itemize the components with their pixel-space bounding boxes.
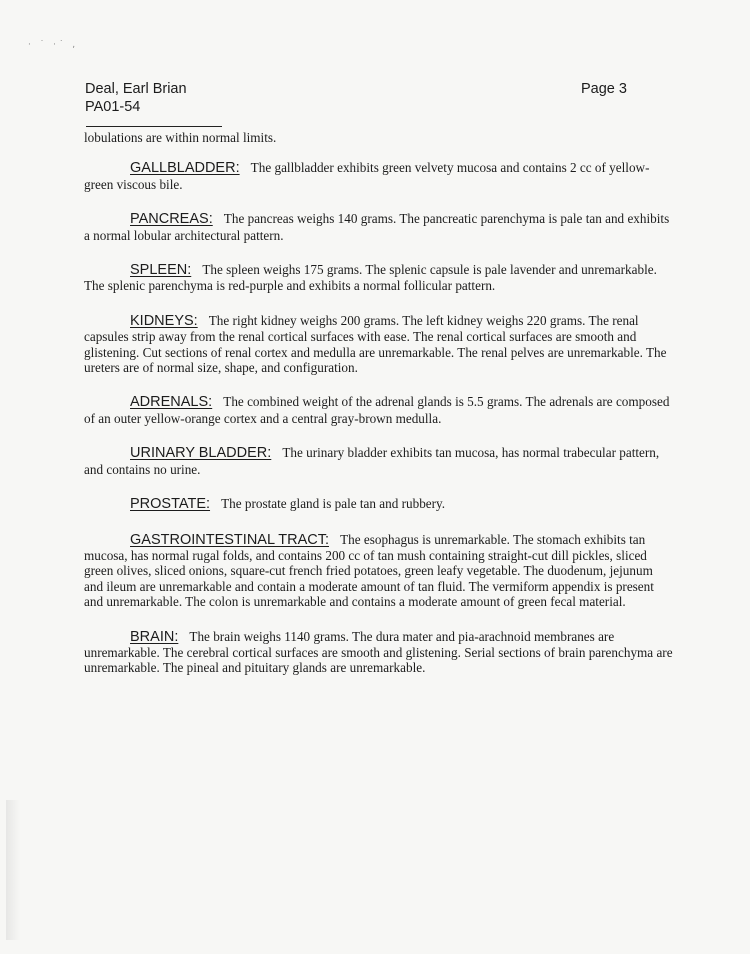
section-heading: BRAIN: (130, 628, 179, 645)
patient-header (85, 80, 187, 116)
patient-name: Deal, Earl Brian (85, 81, 187, 97)
section-heading: KIDNEYS: (130, 312, 198, 329)
section-text: The gallbladder exhibits green velvety mucosa and contains 2 cc of yellow-green viscous bile. (84, 160, 650, 192)
section-text: The brain weighs 1140 grams. The dura mater and pia-arachnoid membranes are unremarkable. The cerebral cortical surfaces are smooth and glistening. Serial sections of brain parenchyma are unremarkable. The pineal and pituitary glands are unremarkable. (84, 628, 673, 676)
section-heading: URINARY BLADDER: (130, 445, 272, 462)
section-text: The pancreas weighs 140 grams. The pancreatic parenchyma is pale tan and exhibits a normal lobular architectural pattern. (84, 211, 670, 243)
case-number: PA01-54 (85, 99, 141, 115)
section-text: The urinary bladder exhibits tan mucosa, has normal trabecular pattern, and contains no urine. (84, 445, 660, 477)
page-number: Page 3 (581, 81, 627, 97)
section-text: The esophagus is unremarkable. The stomach exhibits tan mucosa, has normal rugal folds, and contains 200 cc of tan mush containing straight-cut dill pickles, sliced green olives, sliced onions, square-cut french fried potatoes, green leafy vegetable. The duodenum, jejunum and ileum are unremarkable and contain a moderate amount of tan fluid. The vermiform appendix is present and unremarkable. The colon is unremarkable and contains a moderate amount of green fecal material. (84, 531, 654, 610)
section-heading: SPLEEN: (130, 262, 192, 279)
section-spleen (84, 262, 674, 294)
section-text: The prostate gland is pale tan and rubbery. (221, 496, 446, 512)
section-heading: PANCREAS: (130, 211, 213, 228)
section-heading: ADRENALS: (130, 394, 213, 411)
section-heading: GASTROINTESTINAL TRACT: (130, 531, 329, 548)
section-heading: PROSTATE: (130, 496, 211, 513)
section-gastrointestinal-tract (84, 532, 674, 610)
section-text: The combined weight of the adrenal glands is 5.5 grams. The adrenals are composed of an outer yellow-orange cortex and a central gray-brown medulla. (84, 394, 670, 426)
section-prostate (84, 496, 674, 512)
section-text: The spleen weighs 175 grams. The splenic capsule is pale lavender and unremarkable. The splenic parenchyma is red-purple and exhibits a normal follicular pattern. (84, 262, 657, 294)
section-gallbladder (84, 160, 674, 192)
scan-specks: · ˙ ·˙ , (28, 40, 79, 50)
section-pancreas (84, 211, 674, 243)
section-urinary-bladder (84, 445, 674, 477)
report-body (84, 130, 674, 695)
continuation-paragraph: lobulations are within normal limits. (84, 130, 277, 145)
section-text: The right kidney weighs 200 grams. The left kidney weighs 220 grams. The renal capsules strip away from the renal cortical surfaces with ease. The renal cortical surfaces are smooth and glistening. Cut sections of renal cortex and medulla are unremarkable. The renal pelves are unremarkable. The ureters are of normal size, shape, and configuration. (84, 312, 667, 376)
section-kidneys (84, 313, 674, 376)
scan-artifact (6, 800, 20, 940)
section-brain (84, 629, 674, 676)
section-adrenals (84, 394, 674, 426)
header-rule (86, 126, 222, 127)
section-heading: GALLBLADDER: (130, 160, 240, 177)
